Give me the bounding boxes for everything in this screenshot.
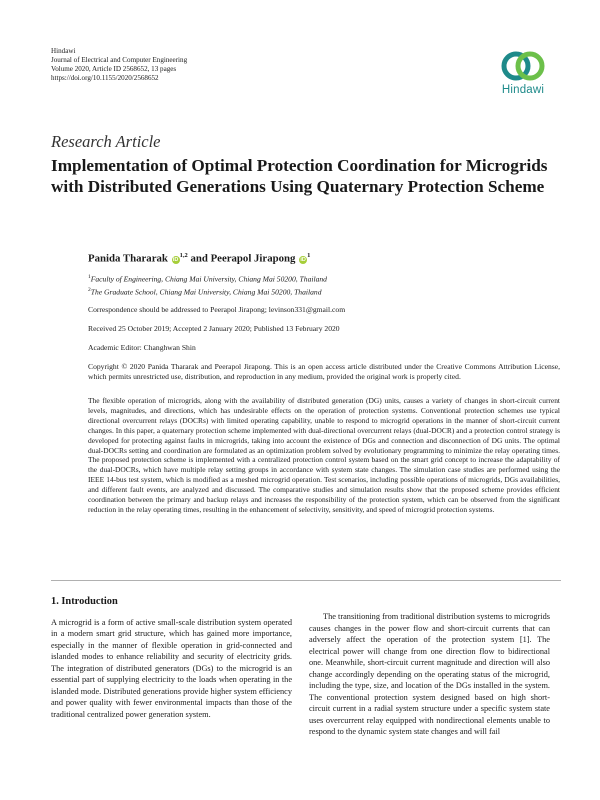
- hindawi-logo: [497, 49, 549, 103]
- affiliations: [88, 272, 558, 297]
- affiliation-text: Faculty of Engineering, Chiang Mai University, Chiang Mai 50200, Thailand: [90, 274, 327, 284]
- volume-info: Volume 2020, Article ID 2568652, 13 pages: [51, 65, 177, 73]
- publisher-name: Hindawi: [51, 47, 76, 55]
- body-paragraph: A microgrid is a form of active small-scale distribution system operated in a modern smart grid structure, which has gained more importance, especially in the manner of flexible operation in grid-connected and islanded modes to enhance reliability and security of electricity grids. The integration of distributed generators (DGs) to the microgrid is an essential part of supplying electricity to the loads when operating in the islanded mode. Distributed generations provide higher system efficiency and power quality with fewer environmental impacts than those of the traditional centralized power generation system.: [51, 617, 292, 719]
- author-affiliation-sup: 1,2: [179, 252, 188, 259]
- orcid-icon[interactable]: iD: [300, 256, 306, 263]
- orcid-icon[interactable]: iD: [172, 256, 179, 263]
- journal-masthead: [51, 47, 187, 83]
- abstract-text: The flexible operation of microgrids, along with the availability of distributed generation (DG) units, causes a variety of changes in short-circuit current levels, magnitudes, and directions, which has undesirable effects on the operation of protection systems. Conventional protection schemes use typical directional overcurrent relays (DOCRs) with limited operating capability, unable to respond to microgrid operations in the manner of short-circuit current changes. In this paper, a quaternary protection scheme implemented with dual-directional overcurrent relays (dual-DOCR) and a protection control strategy is developed for protecting against faults in microgrids, taking into account the existence of DGs and connection and disconnection of DG units. The optimal dual-DOCRs setting and coordination are formulated as an optimization problem solved by evolutionary programming to minimize the relay operating times. The proposed protection scheme is implemented with a centralized protection control system based on the smart grid concept to increase the adaptability of the dual-DOCRs, which have multiple relay setting groups in accordance with system state changes. The simulation case studies are performed using the IEEE 14-bus test system, which is modified as a meshed microgrid operation. Test scenarios, including possible operations of microgrids, DGs availabilities, and different fault events, are analyzed and discussed. The comparative studies and simulation results show that the proposed scheme provides efficient coordination between the primary and backup relays and increases the responsibility of the protection system, which can be observed from the significant reduction in the relay operating times, resulting in the enhancement of selectivity, sensitivity, and speed of microgrid protection systems.: [88, 396, 560, 514]
- copyright-notice: Copyright © 2020 Panida Thararak and Peerapol Jirapong. This is an open access article distributed under the Creative Commons Attribution License, which permits unrestricted use, distribution, and reproduction in any medium, provided the original work is properly cited.: [88, 362, 560, 381]
- section-divider: [51, 580, 561, 581]
- author-conjunction: and: [190, 252, 208, 265]
- paper-title: Implementation of Optimal Protection Coordination for Microgrids with Distributed Generations Using Quaternary Protection Scheme: [51, 156, 548, 196]
- body-paragraph: The transitioning from traditional distribution systems to microgrids causes changes in the power flow and short-circuit currents that can adversely affect the operation of the protection system [1]. The electrical power will change from one direction flow to bidirectional one. Meanwhile, short-circuit current magnitude and direction will also change accordingly depending on the operating status of the microgrid, including the type, size, and location of the DGs installed in the system. The conventional protection system designed based on high short-circuit current in a radial system structure under a specific system state uses overcurrent relay equipped with nondirectional elements unable to respond to the dynamic system state changes and will fail: [309, 612, 550, 736]
- section-heading: 1. Introduction: [51, 596, 118, 607]
- correspondence-line: Correspondence should be addressed to Peerapol Jirapong; levinson331@gmail.com: [88, 305, 346, 314]
- affiliation-sup: 2: [88, 286, 91, 293]
- publication-dates: Received 25 October 2019; Accepted 2 January 2020; Published 13 February 2020: [88, 324, 340, 333]
- affiliation-line: [88, 285, 558, 298]
- affiliation-line: [88, 272, 558, 285]
- left-column: [51, 596, 292, 720]
- author-name[interactable]: Panida Thararak: [88, 252, 168, 265]
- academic-editor: Academic Editor: Changhwan Shin: [88, 343, 196, 352]
- author-affiliation-sup: 1: [307, 252, 311, 259]
- right-column: [309, 611, 550, 738]
- author-list: [88, 252, 310, 265]
- affiliation-text: The Graduate School, Chiang Mai University, Chiang Mai 50200, Thailand: [90, 287, 322, 297]
- author-name[interactable]: Peerapol Jirapong: [210, 252, 296, 265]
- hindawi-rings-icon: [500, 49, 546, 83]
- journal-name: Journal of Electrical and Computer Engineering: [51, 56, 188, 64]
- article-type: Research Article: [51, 132, 161, 151]
- affiliation-sup: 1: [88, 274, 91, 280]
- doi-link[interactable]: https://doi.org/10.1155/2020/2568652: [51, 74, 159, 82]
- logo-wordmark: Hindawi: [501, 84, 545, 96]
